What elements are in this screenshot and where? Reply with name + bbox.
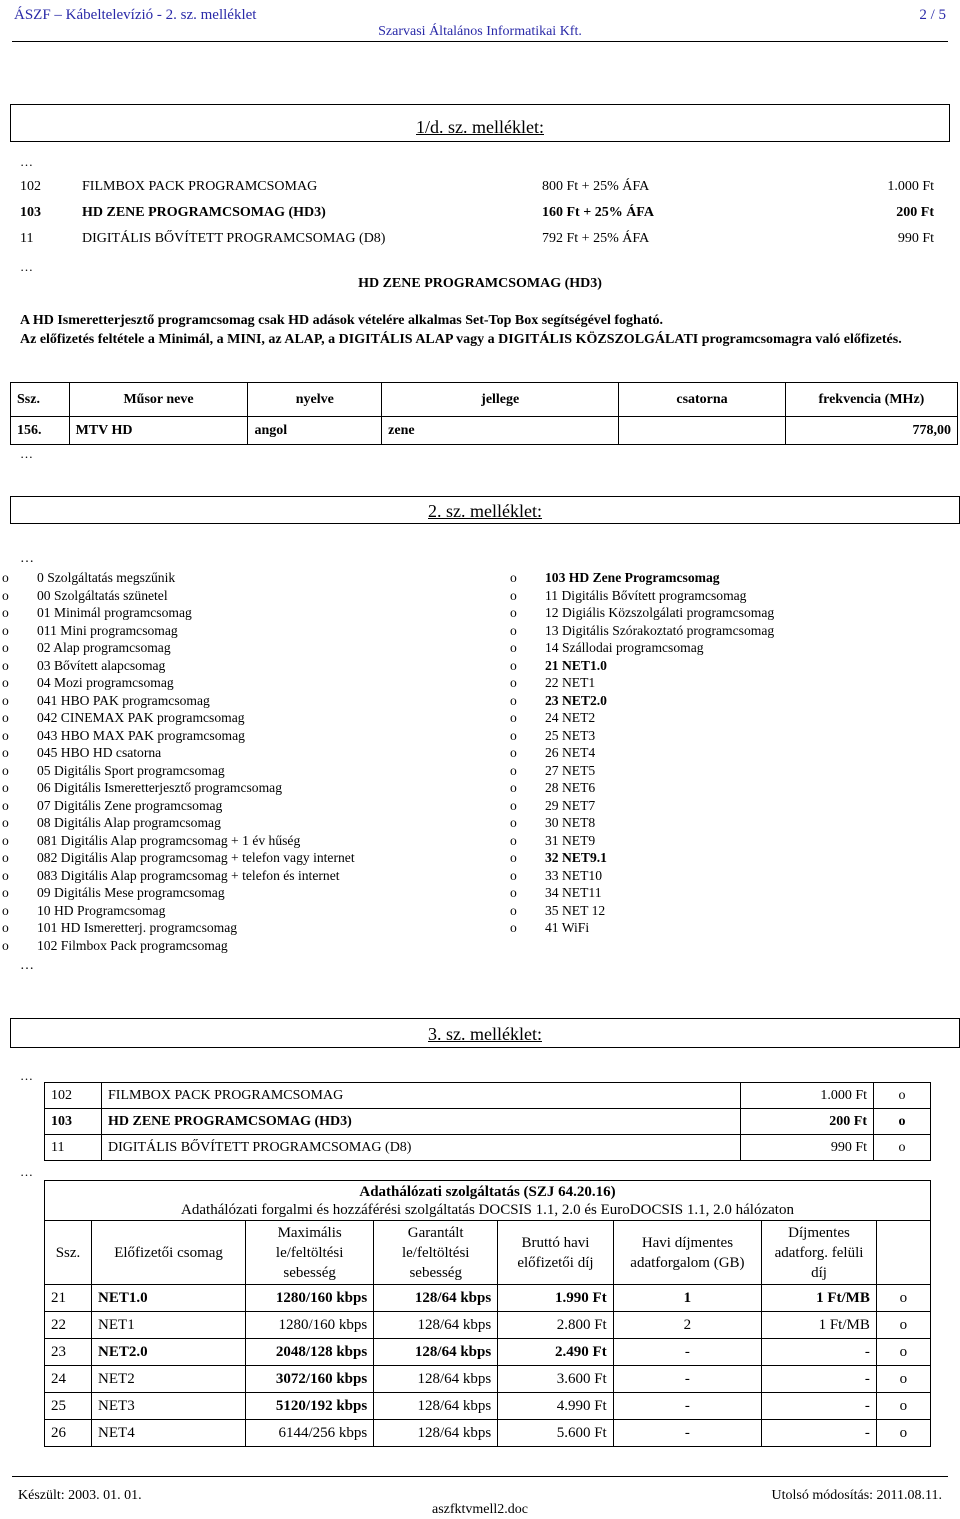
list-item [510, 797, 950, 815]
list-item-label: 27 NET5 [545, 762, 596, 778]
header-rule [12, 41, 948, 42]
list-item-label: 31 NET9 [545, 832, 596, 848]
price-cell-code: 102 [20, 179, 41, 194]
list-item-label: 04 Mozi programcsomag [37, 675, 174, 690]
network-cell: - [762, 1393, 877, 1420]
price-cell-name: HD ZENE PROGRAMCSOMAG (HD3) [82, 205, 326, 220]
bullet: o [510, 850, 517, 865]
network-cell: 1 Ft/MB [762, 1285, 877, 1312]
bullet: o [2, 780, 9, 795]
network-header-cell: Ssz. [45, 1221, 92, 1285]
code-list-right [510, 569, 950, 937]
network-cell: 24 [45, 1366, 92, 1393]
list-item-label: 07 Digitális Zene programcsomag [37, 797, 223, 813]
list-item-label: 33 NET10 [545, 867, 603, 883]
list-item-label: 02 Alap programcsomag [37, 640, 171, 655]
network-header-cell: Előfizetői csomag [92, 1221, 246, 1285]
bullet: o [510, 815, 517, 830]
bullet: o [510, 920, 517, 935]
network-row [45, 1285, 931, 1312]
list-item [510, 657, 950, 675]
network-cell: 128/64 kbps [374, 1339, 498, 1366]
bullet: o [510, 867, 517, 883]
list-item [510, 709, 950, 727]
network-header-cell: Garantált le/feltöltési sebesség [374, 1221, 498, 1285]
network-cell: 128/64 kbps [374, 1420, 498, 1447]
list-item-label: 03 Bővített alapcsomag [37, 657, 166, 673]
list-item [510, 744, 950, 762]
bullet: o [510, 692, 517, 708]
list-item-label: 26 NET4 [545, 745, 596, 760]
network-cell: 21 [45, 1285, 92, 1312]
list-item-label: 083 Digitális Alap programcsomag + telefon és internet [37, 867, 340, 883]
list-item [0, 622, 470, 640]
network-cell: 128/64 kbps [374, 1366, 498, 1393]
list-item [510, 622, 950, 640]
section-1-title: 1/d. sz. melléklet: [416, 117, 544, 137]
network-cell: 2.490 Ft [498, 1339, 614, 1366]
list-item [510, 727, 950, 745]
network-row [45, 1420, 931, 1447]
list-item-label: 29 NET7 [545, 797, 596, 813]
network-row [45, 1312, 931, 1339]
list-item [510, 587, 950, 605]
network-cell: 5.600 Ft [498, 1420, 614, 1447]
list-item [510, 884, 950, 902]
network-cell: 2.800 Ft [498, 1312, 614, 1339]
network-cell: 22 [45, 1312, 92, 1339]
network-row [45, 1366, 931, 1393]
list-item-label: 10 HD Programcsomag [37, 902, 166, 918]
list-item-label: 11 Digitális Bővített programcsomag [545, 587, 747, 603]
list-item [0, 849, 470, 867]
list-item-label: 102 Filmbox Pack programcsomag [37, 937, 228, 953]
network-cell: - [762, 1420, 877, 1447]
list-item [510, 814, 950, 832]
footer-left: Készült: 2003. 01. 01. [18, 1488, 142, 1503]
bullet: o [510, 640, 517, 655]
price-cell-mark: o [874, 1083, 931, 1109]
bullet: o [2, 885, 9, 900]
list-item-label: 082 Digitális Alap programcsomag + telefon vagy internet [37, 850, 355, 865]
list-item-label: 14 Szállodai programcsomag [545, 640, 704, 655]
list-item-label: 35 NET 12 [545, 902, 606, 918]
list-item-label: 41 WiFi [545, 920, 590, 935]
bullet: o [510, 587, 517, 603]
price-cell-price: 1.000 Ft [741, 1083, 874, 1109]
bullet: o [2, 745, 9, 760]
network-cell: - [613, 1339, 761, 1366]
footer-rule [12, 1476, 948, 1477]
channel-cell [619, 417, 786, 445]
network-cell: - [613, 1393, 761, 1420]
price-cell-name: DIGITÁLIS BŐVÍTETT PROGRAMCSOMAG (D8) [82, 231, 386, 246]
list-item-label: 22 NET1 [545, 675, 596, 690]
list-item-label: 043 HBO MAX PAK programcsomag [37, 727, 245, 743]
package-desc-2: Az előfizetés feltétele a Minimál, a MINI, az ALAP, a DIGITÁLIS ALAP vagy a DIGITÁLIS KÖZSZOLGÁLATI programcsomagra való előfizetés. [20, 332, 902, 347]
network-cell: 1 [613, 1285, 761, 1312]
network-cell: 1280/160 kbps [246, 1285, 374, 1312]
bullet: o [2, 867, 9, 883]
list-item [0, 587, 470, 605]
list-item-label: 06 Digitális Ismeretterjesztő programcsomag [37, 780, 282, 795]
ellipsis: … [20, 259, 33, 274]
list-item [510, 779, 950, 797]
section-3-title-box [10, 1018, 960, 1048]
header-center: Szarvasi Általános Informatikai Kft. [378, 24, 582, 39]
network-cell: NET1.0 [92, 1285, 246, 1312]
price-cell-gross: 1.000 Ft [887, 179, 934, 194]
list-item [510, 762, 950, 780]
bullet: o [2, 815, 9, 830]
list-item-label: 09 Digitális Mese programcsomag [37, 885, 225, 900]
network-cell: o [876, 1366, 930, 1393]
network-header-cell: Maximális le/feltöltési sebesség [246, 1221, 374, 1285]
channel-cell: 778,00 [785, 417, 957, 445]
bullet: o [510, 570, 517, 585]
network-cell: 23 [45, 1339, 92, 1366]
list-item-label: 042 CINEMAX PAK programcsomag [37, 710, 245, 725]
list-item [0, 937, 470, 955]
network-cell: - [613, 1366, 761, 1393]
price-cell-mark: o [874, 1135, 931, 1161]
list-item [0, 902, 470, 920]
ellipsis: … [20, 154, 33, 169]
list-item [0, 832, 470, 850]
ellipsis: … [20, 958, 34, 973]
network-cell: - [762, 1366, 877, 1393]
list-item [0, 604, 470, 622]
bullet: o [2, 937, 9, 953]
network-cell: NET2 [92, 1366, 246, 1393]
price-cell-gross: 200 Ft [896, 205, 934, 220]
price-row [14, 226, 940, 252]
list-item [0, 797, 470, 815]
bullet: o [510, 727, 517, 743]
bullet: o [510, 902, 517, 918]
network-cell: 26 [45, 1420, 92, 1447]
bullet: o [510, 675, 517, 690]
network-cell: - [613, 1420, 761, 1447]
list-item [510, 692, 950, 710]
list-item-label: 34 NET11 [545, 885, 602, 900]
list-item [0, 692, 470, 710]
price-row [45, 1083, 931, 1109]
header-left: ÁSZF – Kábeltelevízió - 2. sz. melléklet [14, 7, 257, 23]
list-item [0, 919, 470, 937]
list-item-label: 13 Digitális Szórakoztató programcsomag [545, 622, 775, 638]
list-item-label: 103 HD Zene Programcsomag [545, 570, 720, 585]
list-item-label: 12 Digiális Közszolgálati programcsomag [545, 605, 775, 620]
ellipsis: … [20, 1164, 33, 1179]
list-item [510, 919, 950, 937]
channel-header-cell: Ssz. [11, 383, 70, 417]
footer-right: Utolsó módosítás: 2011.08.11. [771, 1488, 942, 1503]
price-cell-net: 800 Ft + 25% ÁFA [542, 179, 650, 194]
bullet: o [2, 920, 9, 935]
list-item [510, 902, 950, 920]
bullet: o [2, 902, 9, 918]
network-cell: NET2.0 [92, 1339, 246, 1366]
section-1-price-table [14, 174, 940, 252]
list-item-label: 01 Minimál programcsomag [37, 605, 192, 620]
list-item [510, 604, 950, 622]
price-row [14, 174, 940, 200]
price-cell-code: 11 [45, 1135, 102, 1161]
channel-table [10, 382, 958, 445]
bullet: o [2, 762, 9, 778]
list-item [0, 569, 470, 587]
list-item-label: 23 NET2.0 [545, 692, 607, 708]
package-title: HD ZENE PROGRAMCSOMAG (HD3) [358, 276, 602, 291]
network-cell: NET3 [92, 1393, 246, 1420]
list-item-label: 0 Szolgáltatás megszűnik [37, 570, 176, 585]
list-item-label: 21 NET1.0 [545, 657, 607, 673]
channel-cell: 156. [11, 417, 70, 445]
list-item-label: 24 NET2 [545, 710, 596, 725]
price-row [45, 1135, 931, 1161]
channel-cell: zene [382, 417, 619, 445]
ellipsis: … [20, 1068, 33, 1083]
list-item [510, 639, 950, 657]
price-cell-name: FILMBOX PACK PROGRAMCSOMAG [82, 179, 318, 194]
list-item [510, 849, 950, 867]
list-item [0, 674, 470, 692]
bullet: o [2, 570, 9, 585]
bullet: o [510, 745, 517, 760]
network-cell: 25 [45, 1393, 92, 1420]
section-1-title-box [10, 104, 950, 142]
network-header-cell: Bruttó havi előfizetői díj [498, 1221, 614, 1285]
network-cell: 5120/192 kbps [246, 1393, 374, 1420]
price-cell-code: 103 [45, 1109, 102, 1135]
price-cell-code: 103 [20, 205, 41, 220]
bullet: o [510, 657, 517, 673]
network-row [45, 1339, 931, 1366]
network-table [44, 1180, 931, 1447]
bullet: o [2, 832, 9, 848]
network-cell: NET1 [92, 1312, 246, 1339]
price-cell-net: 160 Ft + 25% ÁFA [542, 205, 654, 220]
price-cell-name: HD ZENE PROGRAMCSOMAG (HD3) [102, 1109, 741, 1135]
bullet: o [510, 762, 517, 778]
network-cell: 2048/128 kbps [246, 1339, 374, 1366]
list-item [0, 744, 470, 762]
network-cell: 1280/160 kbps [246, 1312, 374, 1339]
list-item-label: 08 Digitális Alap programcsomag [37, 815, 221, 830]
bullet: o [2, 797, 9, 813]
list-item [510, 832, 950, 850]
list-item [0, 657, 470, 675]
list-item-label: 00 Szolgáltatás szünetel [37, 587, 168, 603]
list-item-label: 30 NET8 [545, 815, 596, 830]
section-2-title: 2. sz. melléklet: [428, 501, 542, 521]
network-header-cell [876, 1221, 930, 1285]
bullet: o [2, 640, 9, 655]
list-item-label: 081 Digitális Alap programcsomag + 1 év hűség [37, 832, 301, 848]
bullet: o [2, 622, 9, 638]
channel-header-cell: nyelve [248, 383, 382, 417]
network-cell: 6144/256 kbps [246, 1420, 374, 1447]
network-cell: 1 Ft/MB [762, 1312, 877, 1339]
list-item-label: 28 NET6 [545, 780, 596, 795]
section-2-title-box [10, 496, 960, 524]
header-right: 2 / 5 [919, 7, 946, 23]
list-item-label: 05 Digitális Sport programcsomag [37, 762, 225, 778]
list-item [0, 639, 470, 657]
network-cell: 128/64 kbps [374, 1285, 498, 1312]
bullet: o [2, 727, 9, 743]
price-row [45, 1109, 931, 1135]
list-item [0, 709, 470, 727]
network-cell: - [762, 1339, 877, 1366]
footer-center: aszfktvmell2.doc [431, 1502, 529, 1517]
network-table-title: Adathálózati szolgáltatás (SZJ 64.20.16) [359, 1183, 616, 1200]
section-3-price-table [44, 1082, 931, 1161]
bullet: o [510, 797, 517, 813]
price-cell-price: 990 Ft [741, 1135, 874, 1161]
bullet: o [2, 850, 9, 865]
list-item [0, 762, 470, 780]
bullet: o [510, 832, 517, 848]
channel-cell: angol [248, 417, 382, 445]
network-cell: 128/64 kbps [374, 1393, 498, 1420]
network-cell: o [876, 1420, 930, 1447]
list-item [0, 867, 470, 885]
ellipsis: … [20, 446, 33, 461]
channel-header-cell: csatorna [619, 383, 786, 417]
network-row [45, 1393, 931, 1420]
bullet: o [2, 587, 9, 603]
list-item-label: 041 HBO PAK programcsomag [37, 692, 210, 708]
network-cell: 4.990 Ft [498, 1393, 614, 1420]
network-cell: 2 [613, 1312, 761, 1339]
bullet: o [2, 605, 9, 620]
list-item [0, 884, 470, 902]
bullet: o [2, 692, 9, 708]
bullet: o [510, 780, 517, 795]
channel-header-cell: jellege [382, 383, 619, 417]
price-cell-code: 11 [20, 231, 34, 246]
network-cell: o [876, 1312, 930, 1339]
list-item [0, 814, 470, 832]
section-3-title: 3. sz. melléklet: [428, 1024, 542, 1044]
package-desc-1: A HD Ismeretterjesztő programcsomag csak HD adások vételére alkalmas Set-Top Box segítségével fogható. [20, 313, 664, 328]
channel-header-cell: frekvencia (MHz) [785, 383, 957, 417]
price-cell-gross: 990 Ft [897, 231, 934, 246]
network-cell: NET4 [92, 1420, 246, 1447]
list-item-label: 011 Mini programcsomag [37, 622, 178, 638]
network-cell: o [876, 1285, 930, 1312]
network-header-cell: Díjmentes adatforg. felüli díj [762, 1221, 877, 1285]
bullet: o [510, 622, 517, 638]
code-list-left [0, 569, 470, 954]
network-table-subtitle: Adathálózati forgalmi és hozzáférési szolgáltatás DOCSIS 1.1, 2.0 és EuroDOCSIS 1.1, 2.0 hálózaton [181, 1201, 794, 1218]
list-item-label: 045 HBO HD csatorna [37, 745, 162, 760]
network-cell: o [876, 1339, 930, 1366]
list-item [510, 674, 950, 692]
network-header-cell: Havi díjmentes adatforgalom (GB) [613, 1221, 761, 1285]
network-cell: 1.990 Ft [498, 1285, 614, 1312]
bullet: o [510, 885, 517, 900]
list-item [510, 867, 950, 885]
price-row [14, 200, 940, 226]
network-cell: 3072/160 kbps [246, 1366, 374, 1393]
bullet: o [510, 710, 517, 725]
bullet: o [510, 605, 517, 620]
price-cell-name: FILMBOX PACK PROGRAMCSOMAG [102, 1083, 741, 1109]
price-cell-mark: o [874, 1109, 931, 1135]
channel-cell: MTV HD [69, 417, 248, 445]
list-item-label: 25 NET3 [545, 727, 596, 743]
network-cell: o [876, 1393, 930, 1420]
price-cell-price: 200 Ft [741, 1109, 874, 1135]
list-item-label: 101 HD Ismeretterj. programcsomag [37, 920, 238, 935]
bullet: o [2, 710, 9, 725]
channel-header-cell: Műsor neve [69, 383, 248, 417]
price-cell-net: 792 Ft + 25% ÁFA [542, 231, 650, 246]
list-item [510, 569, 950, 587]
list-item [0, 727, 470, 745]
price-cell-name: DIGITÁLIS BŐVÍTETT PROGRAMCSOMAG (D8) [102, 1135, 741, 1161]
list-item [0, 779, 470, 797]
bullet: o [2, 657, 9, 673]
list-item-label: 32 NET9.1 [545, 850, 607, 865]
bullet: o [2, 675, 9, 690]
network-cell: 128/64 kbps [374, 1312, 498, 1339]
network-cell: 3.600 Ft [498, 1366, 614, 1393]
ellipsis: … [20, 551, 34, 566]
price-cell-code: 102 [45, 1083, 102, 1109]
